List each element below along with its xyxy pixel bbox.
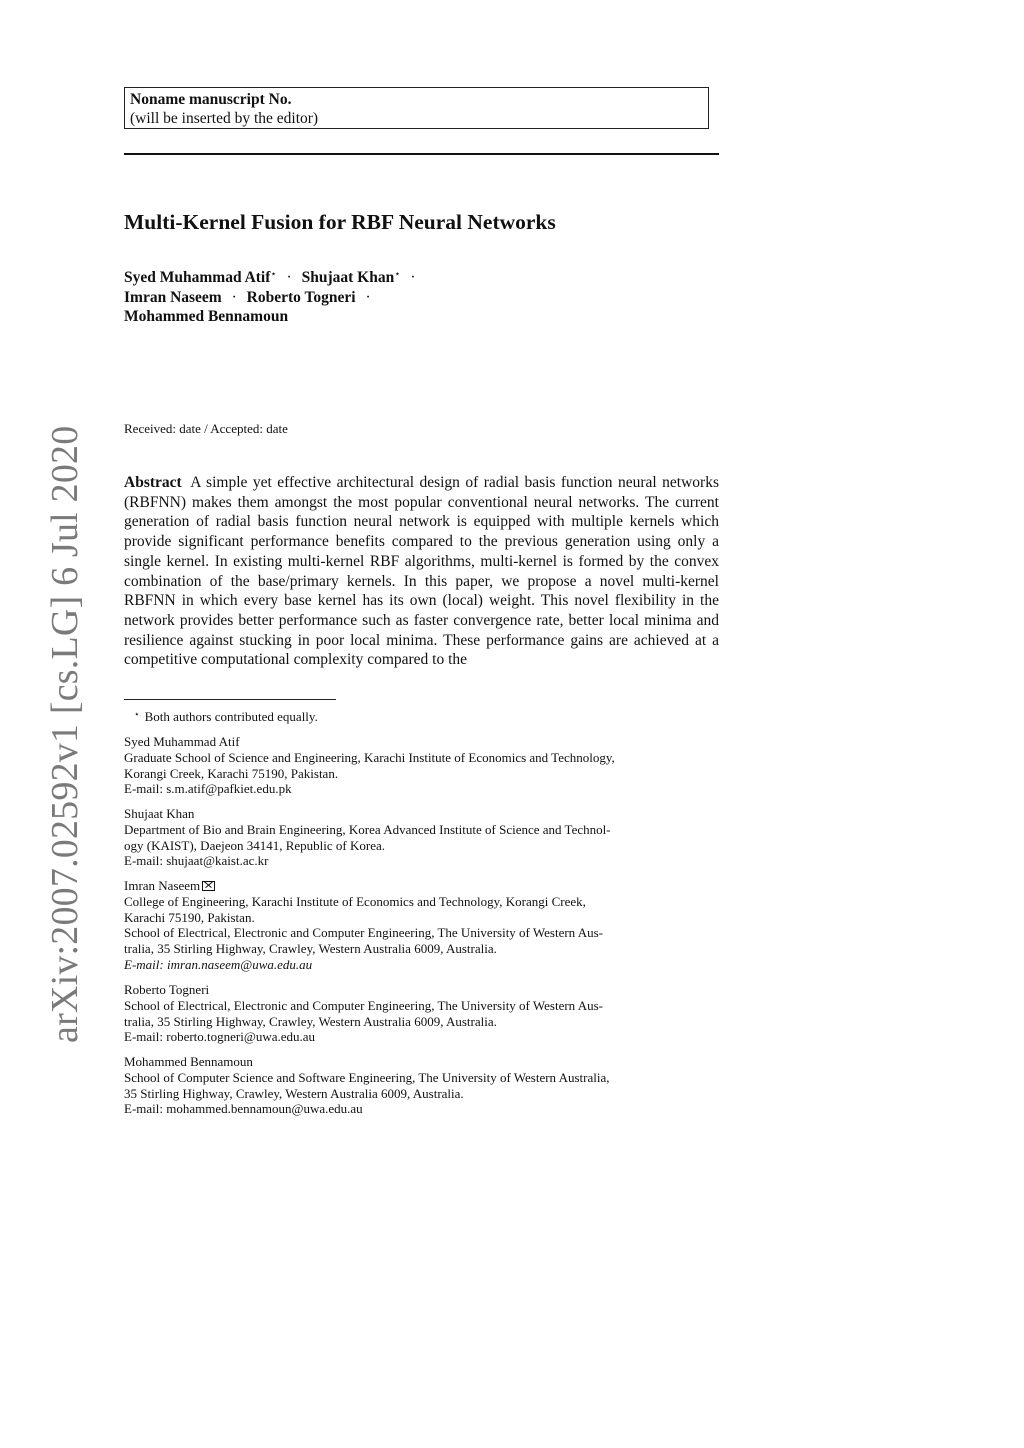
author-separator: · [286,269,292,286]
paper-title: Multi-Kernel Fusion for RBF Neural Networks [124,210,556,234]
footnote-rule [124,699,336,700]
editor-box-line2: (will be inserted by the editor) [130,110,319,127]
affiliation-name: Syed Muhammad Atif [124,734,240,749]
author-separator: · [231,288,237,306]
affiliation-line: Korangi Creek, Karachi 75190, Pakistan. [124,765,339,781]
affiliation-name: Imran Naseem [124,878,201,893]
affiliation-email[interactable]: E-mail: roberto.togneri@uwa.edu.au [124,1029,316,1045]
affiliation-line: College of Engineering, Karachi Institute of Economics and Technology, Korangi Creek, [124,893,586,909]
affiliation-line: 35 Stirling Highway, Crawley, Western Australia 6009, Australia. [124,1085,464,1101]
abstract [124,473,719,670]
author-name: Shujaat Khan [301,269,395,286]
affiliation-email[interactable]: E-mail: mohammed.bennamoun@uwa.edu.au [124,1101,363,1117]
footnote-star: ⋆ [134,709,140,719]
affiliation-line: Graduate School of Science and Engineering, Karachi Institute of Economics and Technology, [124,749,615,765]
affiliation-line: School of Electrical, Electronic and Computer Engineering, The University of Western Aus- [124,997,603,1013]
author-separator: · [410,269,416,286]
footnote-text: Both authors contributed equally. [144,709,318,724]
affiliation-block [124,878,719,973]
affiliation-line: School of Computer Science and Software Engineering, The University of Western Australia, [124,1069,610,1085]
affiliation-line: School of Electrical, Electronic and Computer Engineering, The University of Western Aus- [124,925,603,941]
arxiv-stamp[interactable]: arXiv:2007.02592v1 [cs.LG] 6 Jul 2020 [44,425,86,1043]
footnote [124,707,719,725]
affiliation-block [124,1054,719,1117]
affiliation-email[interactable]: E-mail: shujaat@kaist.ac.kr [124,853,269,869]
affiliation-email[interactable]: E-mail: s.m.atif@pafkiet.edu.pk [124,781,292,797]
affiliation-block [124,734,719,797]
affiliation-email[interactable]: E-mail: imran.naseem@uwa.edu.au [124,956,313,972]
editor-box [124,87,709,129]
author-name: Syed Muhammad Atif [124,269,271,286]
envelope-icon [202,881,215,891]
affiliation-line: tralia, 35 Stirling Highway, Crawley, Western Australia 6009, Australia. [124,941,497,957]
equal-contribution-mark: ⋆ [270,269,277,280]
affiliation-block [124,806,719,869]
abstract-label: Abstract [124,474,182,491]
abstract-text: A simple yet effective architectural design of radial basis function neural networks (RBFNN) makes them amongst the most popular conventional neural networks. The current generation of radial basis function neural network is equipped with multiple kernels which provide significant performance benefits compared to the previous generation using only a single kernel. In existing multi-kernel RBF algorithms, multi-kernel is formed by the convex combination of the base/primary kernels. In this paper, we propose a novel multi-kernel RBFNN in which every base kernel has its own (local) weight. This novel flexibility in the network provides better performance such as faster convergence rate, better local minima and resilience against stucking in poor local minima. These performance gains are achieved at a competitive computational complexity compared to the [124,474,719,669]
affiliation-line: Karachi 75190, Pakistan. [124,909,255,925]
author-separator: · [365,288,371,306]
header-rule [124,153,719,155]
affiliation-name: Roberto Togneri [124,982,210,997]
author-list [124,265,724,327]
affiliation-line: tralia, 35 Stirling Highway, Crawley, Western Australia 6009, Australia. [124,1013,497,1029]
affiliation-name: Shujaat Khan [124,806,195,821]
author-name: Imran Naseem [124,288,222,306]
received-date: Received: date / Accepted: date [124,421,288,436]
affiliation-block [124,982,719,1045]
editor-box-line1: Noname manuscript No. [130,91,292,108]
equal-contribution-mark: ⋆ [394,269,401,280]
affiliation-name: Mohammed Bennamoun [124,1054,253,1069]
author-name: Roberto Togneri [246,288,356,306]
affiliation-line: Department of Bio and Brain Engineering, Korea Advanced Institute of Science and Technol- [124,821,611,837]
author-name: Mohammed Bennamoun [124,308,289,325]
affiliation-line: ogy (KAIST), Daejeon 34141, Republic of Korea. [124,837,386,853]
